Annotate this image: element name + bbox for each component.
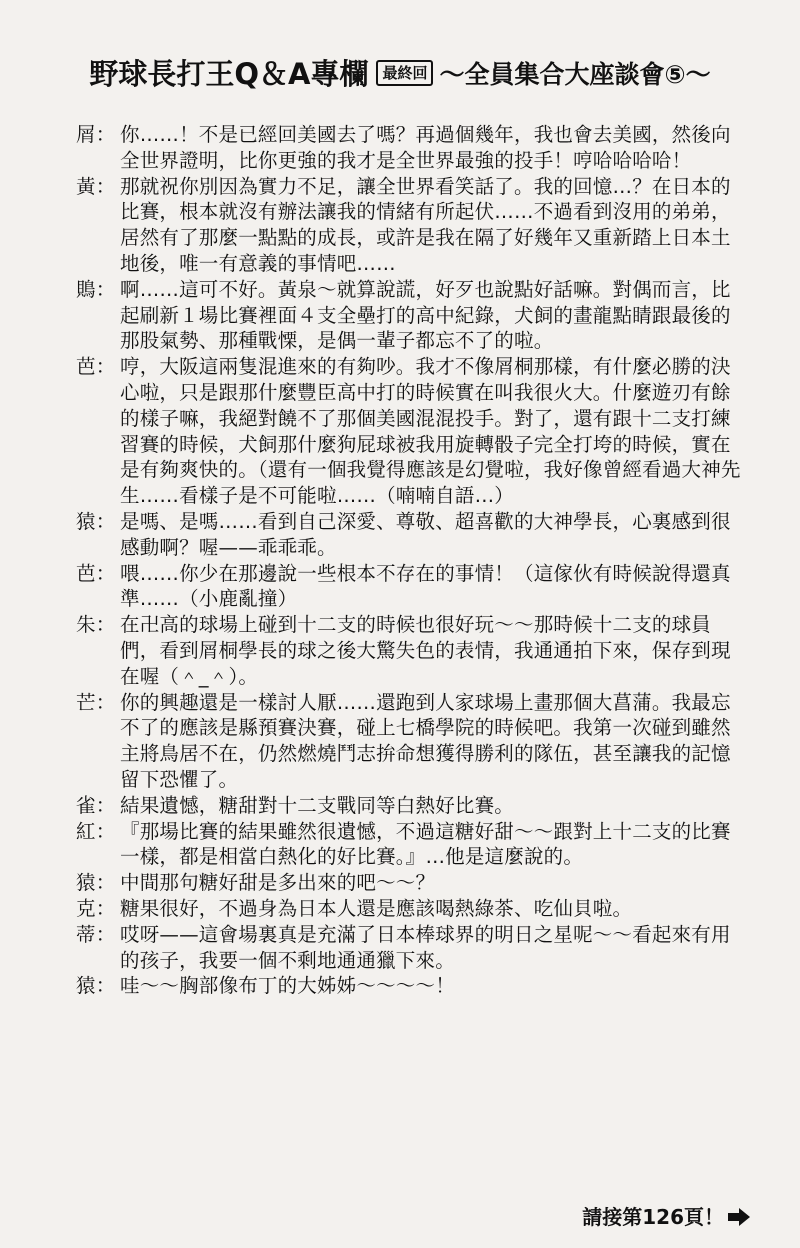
column-title: 野球長打王Q＆A專欄 [89, 57, 369, 91]
speech-text: 啊……這可不好。黃泉～就算說謊，好歹也說點好話嘛。對偶而言，比起刷新１場比賽裡面４支全壘打的高中紀錄，犬飼的畫龍點睛跟最後的那股氣勢、那種戰慄，是偶一輩子都忘不了的啦。 [120, 277, 731, 353]
speaker-label: 蒂： [76, 922, 116, 946]
dialogue-line [76, 612, 748, 689]
speaker-label: 屑： [76, 123, 116, 146]
dialogue-line [76, 819, 748, 871]
speaker-label: 芭： [76, 355, 116, 379]
dialogue-line [76, 561, 748, 613]
speaker-label: 芭： [76, 561, 116, 585]
dialogue-line [76, 354, 748, 509]
speech-text: 那就祝你別因為實力不足，讓全世界看笑話了。我的回憶…？在日本的比賽，根本就沒有辦法讓我的情緒有所起伏……不過看到沒用的弟弟，居然有了那麼一點點的成長，或許是我在隔了好幾年又重新踏上日本土地後，唯一有意義的事情吧…… [120, 174, 731, 275]
dialogue-line [76, 870, 748, 896]
dialogue-line [76, 896, 748, 922]
dialogue-line [76, 793, 748, 819]
continue-note [582, 1201, 750, 1230]
dialogue-line [76, 122, 748, 174]
speaker-label: 猿： [76, 871, 116, 895]
dialogue-list [76, 122, 748, 999]
dialogue-line [76, 690, 748, 793]
speech-text: 你……！不是已經回美國去了嗎？再過個幾年，我也會去美國，然後向全世界證明，比你更強的我才是全世界最強的投手！哼哈哈哈哈！ [120, 123, 731, 172]
speech-text: 結果遺憾，糖甜對十二支戰同等白熱好比賽。 [120, 793, 515, 817]
page-title [0, 52, 800, 93]
dialogue-line [76, 174, 748, 277]
speech-text: 糖果很好，不過身為日本人還是應該喝熱綠茶、吃仙貝啦。 [120, 896, 633, 920]
speaker-label: 芒： [76, 690, 116, 714]
speech-text: 你的興趣還是一樣討人厭……還跑到人家球場上畫那個大菖蒲。我最忘不了的應該是縣預賽決賽，碰上七橋學院的時候吧。我第一次碰到雖然主將鳥居不在，仍然燃燒鬥志拚命想獲得勝利的隊伍，甚至讓我的記憶留下恐懼了。 [120, 690, 731, 791]
speech-text: 是嗎、是嗎……看到自己深愛、尊敬、超喜歡的大神學長，心裏感到很感動啊？喔——乖乖乖。 [120, 509, 731, 559]
column-subtitle: ～全員集合大座談會⑤～ [439, 59, 711, 89]
speech-text: 哎呀——這會場裏真是充滿了日本棒球界的明日之星呢～～看起來有用的孩子，我要一個不剩地通通獵下來。 [120, 922, 731, 972]
dialogue-line [76, 973, 748, 999]
dialogue-line [76, 922, 748, 974]
speech-text: 哇～～胸部像布丁的大姊姊～～～～！ [120, 974, 455, 998]
speech-text: 哼，大阪這兩隻混進來的有夠吵。我才不像屑桐那樣，有什麼必勝的決心啦，只是跟那什麼豐臣高中打的時候實在叫我很火大。什麼遊刃有餘的樣子嘛，我絕對饒不了那個美國混混投手。對了，還有跟十二支打練習賽的時候，犬飼那什麼狗屁球被我用旋轉骰子完全打垮的時候，實在是有夠爽快的。（還有一個我覺得應該是幻覺啦，我好像曾經看過大神先生……看樣子是不可能啦……（喃喃自語…） [120, 355, 741, 508]
speaker-label: 猿： [76, 509, 116, 533]
dialogue-line [76, 509, 748, 561]
speaker-label: 克： [76, 896, 116, 920]
speaker-label: 猿： [76, 974, 116, 998]
speaker-label: 朱： [76, 613, 116, 637]
speech-text: 中間那句糖好甜是多出來的吧～～？ [120, 871, 436, 895]
speaker-label: 黃： [76, 174, 116, 198]
speaker-label: 鵙： [76, 277, 116, 301]
speaker-label: 雀： [76, 793, 116, 817]
speech-text: 喂……你少在那邊說一些根本不存在的事情！（這傢伙有時候說得還真準……（小鹿亂撞） [120, 561, 731, 611]
continue-text: 請接第126頁！ [582, 1205, 724, 1229]
speech-text: 『那場比賽的結果雖然很遺憾，不過這糖好甜～～跟對上十二支的比賽一樣，都是相當白熱化的好比賽。』…他是這麼說的。 [120, 819, 731, 869]
dialogue-line [76, 277, 748, 354]
final-episode-badge: 最終回 [376, 60, 433, 86]
speech-text: 在卍高的球場上碰到十二支的時候也很好玩～～那時候十二支的球員們，看到屑桐學長的球之後大驚失色的表情，我通通拍下來，保存到現在喔（＾_＾）。 [120, 613, 731, 688]
arrow-right-icon [728, 1207, 750, 1225]
speaker-label: 紅： [76, 819, 116, 843]
